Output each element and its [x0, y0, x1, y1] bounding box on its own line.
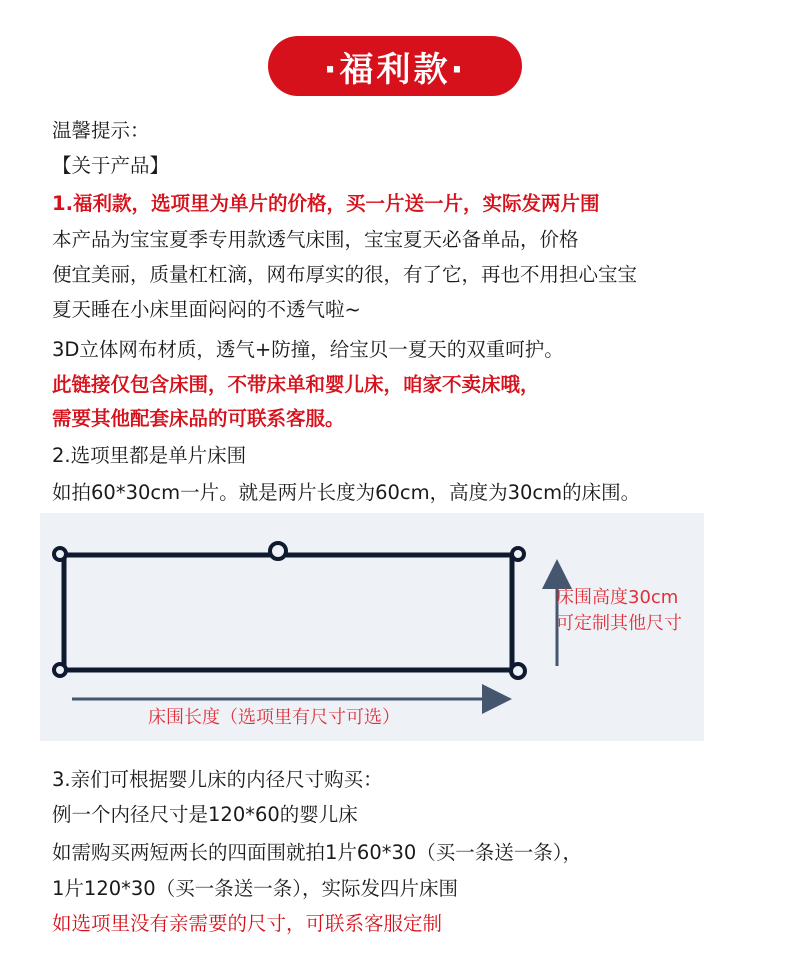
- desc-line-2: 便宜美丽，质量杠杠滴，网布厚实的很，有了它，再也不用担心宝宝: [52, 263, 638, 286]
- bumper-frame: [64, 555, 512, 670]
- length-label: 床围长度（选项里有尺寸可选）: [148, 707, 400, 728]
- custom-order-note: 如选项里没有亲需要的尺寸，可联系客服定制: [52, 912, 443, 935]
- bumper-size-diagram: [40, 513, 704, 741]
- warning-line-1: 此链接仅包含床围，不带床单和婴儿床，咱家不卖床哦，: [52, 373, 540, 396]
- tie-loop: [270, 543, 286, 559]
- buy-guide-line-1: 如需购买两短两长的四面围就拍1片60*30（买一条送一条），: [52, 841, 583, 864]
- buy-guide-line-2: 1片120*30（买一条送一条），实际发四片床围: [52, 877, 458, 900]
- size-example: 如拍60*30cm一片。就是两片长度为60cm，高度为30cm的床围。: [52, 481, 641, 504]
- desc-line-4: 3D立体网布材质，透气+防撞，给宝贝一夏天的双重呵护。: [52, 338, 564, 361]
- buy-guide-title: 3.亲们可根据婴儿床的内径尺寸购买：: [52, 768, 383, 791]
- option-note: 2.选项里都是单片床围: [52, 444, 247, 467]
- tip-title: 温馨提示：: [52, 119, 150, 142]
- tie-loop: [54, 664, 66, 676]
- buy-guide-example: 例一个内径尺寸是120*60的婴儿床: [52, 803, 358, 826]
- warning-line-2: 需要其他配套床品的可联系客服。: [52, 407, 345, 430]
- promo-banner: ·福利款·: [268, 36, 522, 96]
- section-title: 【关于产品】: [52, 154, 170, 177]
- desc-line-3: 夏天睡在小床里面闷闷的不透气啦~: [52, 298, 361, 321]
- tie-loop: [54, 548, 66, 560]
- tie-loop: [511, 664, 525, 678]
- desc-line-1: 本产品为宝宝夏季专用款透气床围，宝宝夏天必备单品，价格: [52, 228, 579, 251]
- promo-note: 1.福利款，选项里为单片的价格，买一片送一片，实际发两片围: [52, 192, 600, 215]
- height-label: 床围高度30cm: [556, 587, 679, 608]
- custom-size-label: 可定制其他尺寸: [556, 613, 682, 634]
- tie-loop: [512, 548, 524, 560]
